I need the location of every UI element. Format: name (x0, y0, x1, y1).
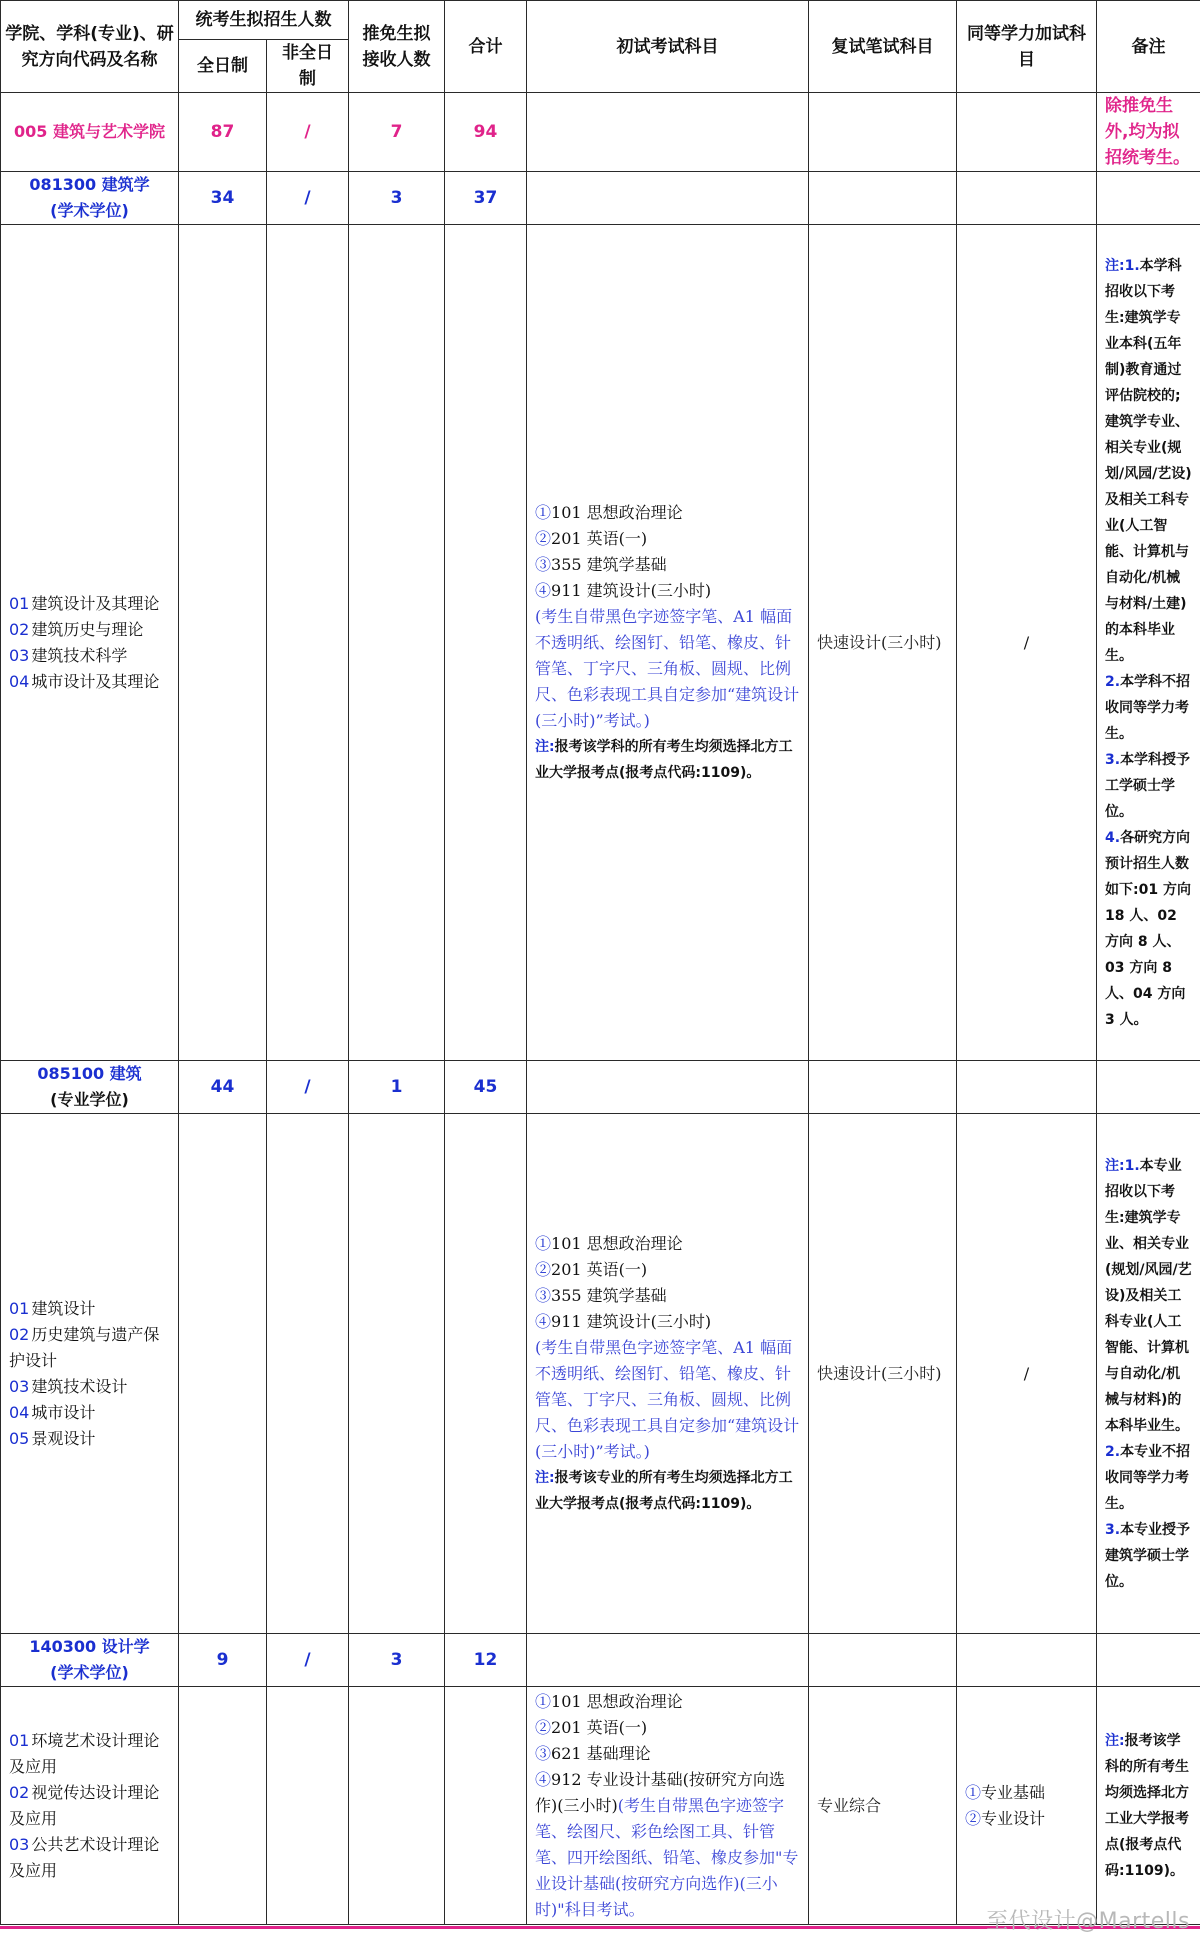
exam-item: ④911 建筑设计(三小时) (535, 1311, 712, 1331)
empty-cell (1097, 172, 1200, 225)
empty-cell (809, 1634, 957, 1687)
subject-recommend: 3 (349, 1634, 445, 1687)
remark (1097, 225, 1200, 1061)
exam-item: ①101 思想政治理论 (535, 1691, 683, 1711)
subject-code-name: 085100 建筑 (37, 1064, 142, 1083)
direction-item: 03 公共艺术设计理论及应用 (9, 1834, 160, 1880)
empty-cell (957, 1634, 1097, 1687)
table-header (1, 1, 1200, 93)
exam-item: ④912 专业设计基础(按研究方向选作)(三小时)(考生自带黑色字迹签字笔、绘图尺、彩色绘图工具、针管笔、四开绘图纸、铅笔、橡皮参加"专业设计基础(按研究方向选作)(三小时)"科目考试。 (535, 1769, 799, 1919)
subject-parttime: / (267, 1061, 349, 1114)
empty-cell (527, 172, 809, 225)
equiv-item: ①专业基础 (965, 1782, 1046, 1802)
subject-title (1, 1061, 179, 1114)
empty-cell (957, 1061, 1097, 1114)
subject-total: 12 (445, 1634, 527, 1687)
subject-detail-row (1, 1114, 1200, 1634)
empty-cell (179, 1114, 267, 1634)
subject-row (1, 1061, 1200, 1114)
subject-total: 37 (445, 172, 527, 225)
equiv-subject: / (957, 225, 1097, 1061)
exam-item: ④911 建筑设计(三小时) (535, 580, 712, 600)
exam-subjects (527, 225, 809, 1061)
direction-item: 03 建筑技术科学 (9, 645, 128, 665)
subject-fulltime: 44 (179, 1061, 267, 1114)
header-exam: 初试考试科目 (527, 1, 809, 93)
remark: 注:报考该学科的所有考生均须选择北方工业大学报考点(报考点代码:1109)。 (1097, 1687, 1200, 1925)
exam-note: 注:报考该学科的所有考生均须选择北方工业大学报考点(报考点代码:1109)。 (535, 738, 793, 781)
direction-item: 02 建筑历史与理论 (9, 619, 144, 639)
empty-cell (179, 1687, 267, 1925)
empty-cell (267, 225, 349, 1061)
equiv-subject (957, 1687, 1097, 1925)
retest-subject: 专业综合 (809, 1687, 957, 1925)
direction-item: 02 历史建筑与遗产保护设计 (9, 1324, 160, 1370)
empty-cell (957, 172, 1097, 225)
remark-item: 2.本学科不招收同等学力考生。 (1105, 673, 1191, 742)
remark (1097, 1114, 1200, 1634)
department-fulltime: 87 (179, 93, 267, 172)
empty-cell (445, 1114, 527, 1634)
equiv-subject: / (957, 1114, 1097, 1634)
retest-subject: 快速设计(三小时) (809, 1114, 957, 1634)
direction-item: 04 城市设计 (9, 1402, 96, 1422)
department-parttime: / (267, 93, 349, 172)
subject-detail-row (1, 225, 1200, 1061)
department-exam (527, 93, 809, 172)
header-fulltime: 全日制 (179, 40, 267, 93)
subject-parttime: / (267, 1634, 349, 1687)
equiv-item: ②专业设计 (965, 1808, 1046, 1828)
remark-item: 3.本专业授予建筑学硕士学位。 (1105, 1521, 1191, 1590)
exam-item: ③355 建筑学基础 (535, 1285, 667, 1305)
header-quota: 统考生拟招生人数 (179, 1, 349, 40)
subject-detail-row (1, 1687, 1200, 1925)
subject-fulltime: 34 (179, 172, 267, 225)
direction-item: 02 视觉传达设计理论及应用 (9, 1782, 160, 1828)
direction-item: 01 建筑设计及其理论 (9, 593, 160, 613)
exam-detail: (考生自带黑色字迹签字笔、A1 幅面不透明纸、绘图钉、铅笔、橡皮、针管笔、丁字尺、三角板、圆规、比例尺、色彩表现工具自定参加“建筑设计(三小时)”考试。) (535, 606, 800, 730)
exam-item: ②201 英语(一) (535, 1259, 648, 1279)
subject-parttime: / (267, 172, 349, 225)
exam-subjects (527, 1687, 809, 1925)
remark-item: 注:1.本专业招收以下考生:建筑学专业、相关专业(规划/风园/艺设)及相关工科专业(人工智能、计算机与自动化/机械与材料)的本科毕业生。 (1105, 1157, 1192, 1434)
exam-detail: (考生自带黑色字迹签字笔、绘图尺、彩色绘图工具、针管笔、四开绘图纸、铅笔、橡皮参加"专业设计基础(按研究方向选作)(三小时)"科目考试。 (535, 1795, 799, 1919)
empty-cell (1097, 1061, 1200, 1114)
direction-item: 01 建筑设计 (9, 1298, 96, 1318)
empty-cell (267, 1687, 349, 1925)
subject-total: 45 (445, 1061, 527, 1114)
empty-cell (349, 225, 445, 1061)
empty-cell (445, 225, 527, 1061)
remark-item: 4.各研究方向预计招生人数如下:01 方向 18 人、02 方向 8 人、03 方向 8 人、04 方向 3 人。 (1105, 829, 1191, 1028)
direction-item: 01 环境艺术设计理论及应用 (9, 1730, 160, 1776)
subject-degree-type: (学术学位) (50, 201, 129, 220)
header-remark: 备注 (1097, 1, 1200, 93)
exam-detail: (考生自带黑色字迹签字笔、A1 幅面不透明纸、绘图钉、铅笔、橡皮、针管笔、丁字尺、三角板、圆规、比例尺、色彩表现工具自定参加“建筑设计(三小时)”考试。) (535, 1337, 800, 1461)
subject-fulltime: 9 (179, 1634, 267, 1687)
empty-cell (349, 1687, 445, 1925)
empty-cell (179, 225, 267, 1061)
header-retest: 复试笔试科目 (809, 1, 957, 93)
retest-subject: 快速设计(三小时) (809, 225, 957, 1061)
subject-row (1, 1634, 1200, 1687)
header-name: 学院、学科(专业)、研究方向代码及名称 (1, 1, 179, 93)
direction-item: 04 城市设计及其理论 (9, 671, 160, 691)
remark-item: 2.本专业不招收同等学力考生。 (1105, 1443, 1191, 1512)
empty-cell (527, 1061, 809, 1114)
exam-item: ③621 基础理论 (535, 1743, 651, 1763)
empty-cell (809, 172, 957, 225)
department-row (1, 93, 1200, 172)
department-name: 005 建筑与艺术学院 (1, 93, 179, 172)
subject-code-name: 140300 设计学 (29, 1637, 150, 1656)
subject-degree-type: (学术学位) (50, 1663, 129, 1682)
subject-row (1, 172, 1200, 225)
empty-cell (445, 1687, 527, 1925)
empty-cell (809, 1061, 957, 1114)
subject-recommend: 3 (349, 172, 445, 225)
watermark: 至代设计@Martells (986, 1909, 1190, 1934)
department-retest (809, 93, 957, 172)
subject-title (1, 1634, 179, 1687)
department-recommend: 7 (349, 93, 445, 172)
remark-item: 注:1.本学科招收以下考生:建筑学专业本科(五年制)教育通过评估院校的;建筑学专业、相关专业(规划/风园/艺设)及相关工科专业(人工智能、计算机与自动化/机械与材料/土建)的本科毕业生。 (1105, 257, 1192, 664)
remark-item: 3.本学科授予工学硕士学位。 (1105, 751, 1191, 820)
exam-item: ③355 建筑学基础 (535, 554, 667, 574)
empty-cell (267, 1114, 349, 1634)
subject-code-name: 081300 建筑学 (29, 175, 150, 194)
subject-title (1, 172, 179, 225)
header-parttime: 非全日制 (267, 40, 349, 93)
empty-cell (349, 1114, 445, 1634)
exam-item: ①101 思想政治理论 (535, 1233, 683, 1253)
department-equiv (957, 93, 1097, 172)
exam-item: ①101 思想政治理论 (535, 502, 683, 522)
department-remark: 除推免生外,均为拟招统考生。 (1097, 93, 1200, 172)
subject-degree-type: (专业学位) (50, 1090, 129, 1109)
header-recommend: 推免生拟接收人数 (349, 1, 445, 93)
empty-cell (1097, 1634, 1200, 1687)
direction-item: 03 建筑技术设计 (9, 1376, 128, 1396)
header-total: 合计 (445, 1, 527, 93)
direction-list (1, 1114, 179, 1634)
exam-item: ②201 英语(一) (535, 528, 648, 548)
direction-list (1, 1687, 179, 1925)
subject-recommend: 1 (349, 1061, 445, 1114)
exam-item: ②201 英语(一) (535, 1717, 648, 1737)
empty-cell (527, 1634, 809, 1687)
direction-list (1, 225, 179, 1061)
exam-subjects (527, 1114, 809, 1634)
exam-note: 注:报考该专业的所有考生均须选择北方工业大学报考点(报考点代码:1109)。 (535, 1469, 793, 1512)
department-total: 94 (445, 93, 527, 172)
direction-item: 05 景观设计 (9, 1428, 96, 1448)
header-equiv: 同等学力加试科目 (957, 1, 1097, 93)
